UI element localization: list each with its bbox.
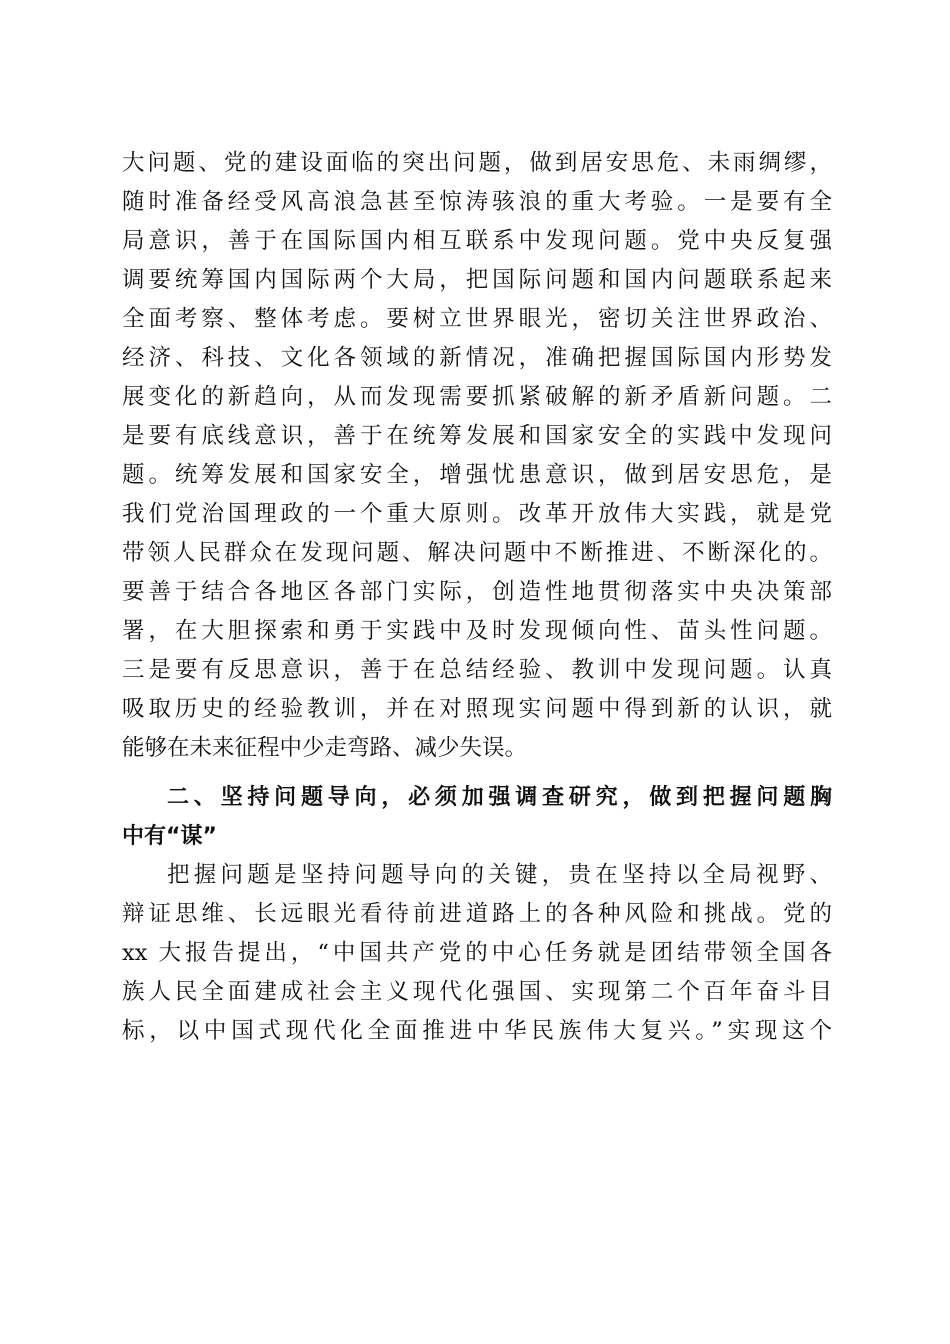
paragraph-line: xx 大报告提出，“中国共产党的中心任务就是团结带领全国各: [122, 940, 832, 966]
section-heading: [122, 778, 832, 856]
heading-line: 二、坚持问题导向，必须加强调查研究，做到把握问题胸: [167, 785, 832, 810]
paragraph-line: 把握问题是坚持问题导向的关键，贵在坚持以全局视野、: [167, 862, 832, 888]
paragraph-line: 局意识，善于在国际国内相互联系中发现问题。党中央反复强: [122, 228, 832, 254]
paragraph-line: 三是要有反思意识，善于在总结经验、教训中发现问题。认真: [122, 657, 832, 683]
paragraph-line: 我们党治国理政的一个重大原则。改革开放伟大实践，就是党: [122, 501, 832, 527]
document-body: [122, 144, 832, 1051]
paragraph-1: [122, 144, 832, 768]
paragraph-line: 题。统筹发展和国家安全，增强忧患意识，做到居安思危，是: [122, 462, 832, 488]
paragraph-line: 辩证思维、长远眼光看待前进道路上的各种风险和挑战。党的: [122, 901, 832, 927]
paragraph-line: 能够在未来征程中少走弯路、减少失误。: [122, 735, 528, 761]
paragraph-line: 经济、科技、文化各领域的新情况，准确把握国际国内形势发: [122, 345, 832, 371]
paragraph-line: 要善于结合各地区各部门实际，创造性地贯彻落实中央决策部: [122, 579, 832, 605]
paragraph-line: 族人民全面建成社会主义现代化强国、实现第二个百年奋斗目: [122, 979, 832, 1005]
paragraph-line: 调要统筹国内国际两个大局，把国际问题和国内问题联系起来: [122, 267, 832, 293]
paragraph-line: 随时准备经受风高浪急甚至惊涛骇浪的重大考验。一是要有全: [122, 189, 832, 215]
paragraph-2: [122, 856, 832, 1051]
paragraph-line: 是要有底线意识，善于在统筹发展和国家安全的实践中发现问: [122, 423, 832, 449]
paragraph-line: 全面考察、整体考虑。要树立世界眼光，密切关注世界政治、: [122, 306, 832, 332]
heading-line: 中有“谋”: [122, 824, 217, 849]
paragraph-line: 带领人民群众在发现问题、解决问题中不断推进、不断深化的。: [122, 540, 832, 566]
paragraph-line: 署，在大胆探索和勇于实践中及时发现倾向性、苗头性问题。: [122, 618, 832, 644]
paragraph-line: 大问题、党的建设面临的突出问题，做到居安思危、未雨绸缪，: [122, 150, 832, 176]
paragraph-line: 标，以中国式现代化全面推进中华民族伟大复兴。”实现这个: [122, 1018, 832, 1044]
paragraph-line: 吸取历史的经验教训，并在对照现实问题中得到新的认识，就: [122, 696, 832, 722]
paragraph-line: 展变化的新趋向，从而发现需要抓紧破解的新矛盾新问题。二: [122, 384, 832, 410]
